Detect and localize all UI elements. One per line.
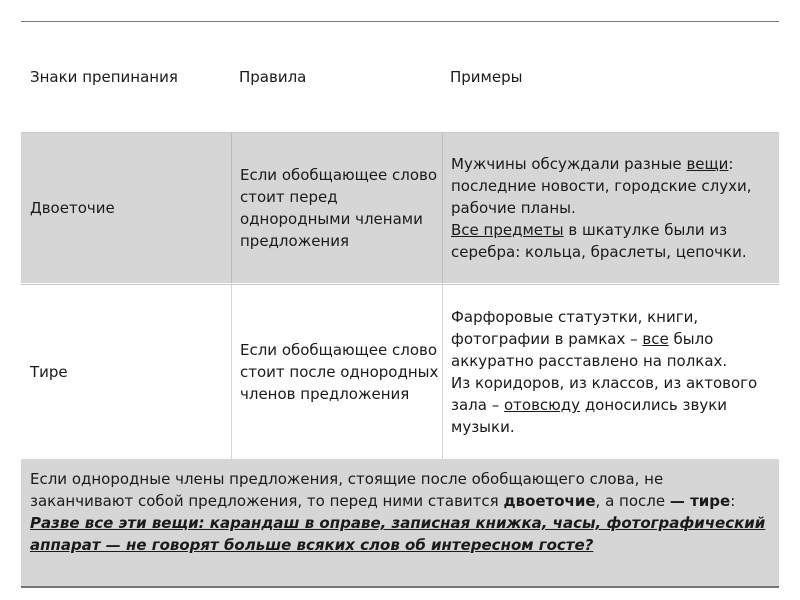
sign-cell: Тире [30,363,68,381]
table-row-colon [21,133,779,283]
note-bold-colon: двоеточие [503,492,596,510]
table-row-dash [21,284,779,460]
table-header-row [21,22,779,133]
example-sentence: Фарфоровые статуэтки, книги, фотографии в рамках – все было аккуратно расставлено на полках. [451,308,728,370]
example-cell [442,133,779,283]
example-cell [442,285,779,459]
note-example: Разве все эти вещи: карандаш в оправе, записная книжка, часы, фотографический аппарат — не говорят больше всяких слов об интересном госте? [30,514,766,554]
note-cell: Если однородные члены предложения, стоящие после обобщающего слова, не заканчивают собой предложения, то перед ними ставится двоеточие, а после — тире: Разве все эти вещи: карандаш в оправе, записная книжка, часы, фотографический аппарат — не говорят больше всяких слов об интересном госте? [30,470,766,554]
note-bold-dash: — тире [669,492,731,510]
example-sentence: Мужчины обсуждали разные вещи: последние новости, городские слухи, рабочие планы. [451,155,752,217]
sign-cell: Двоеточие [30,199,115,217]
header-rules: Правила [239,68,307,86]
generalizing-word: все [642,330,669,348]
example-sentence: Из коридоров, из классов, из актового зала – отовсюду доносились звуки музыки. [451,374,758,436]
rule-cell: Если обобщающее слово стоит после однородных членов предложения [231,285,442,459]
generalizing-word: вещи [686,155,729,173]
generalizing-word: Все предметы [451,221,564,239]
rule-cell: Если обобщающее слово стоит перед однородными членами предложения [231,133,442,283]
generalizing-word: отовсюду [503,396,581,414]
example-sentence: Все предметы в шкатулке были из серебра: кольца, браслеты, цепочки. [451,221,747,261]
header-examples: Примеры [450,68,523,86]
header-punctuation: Знаки препинания [30,68,178,86]
table-note-row [21,459,779,588]
